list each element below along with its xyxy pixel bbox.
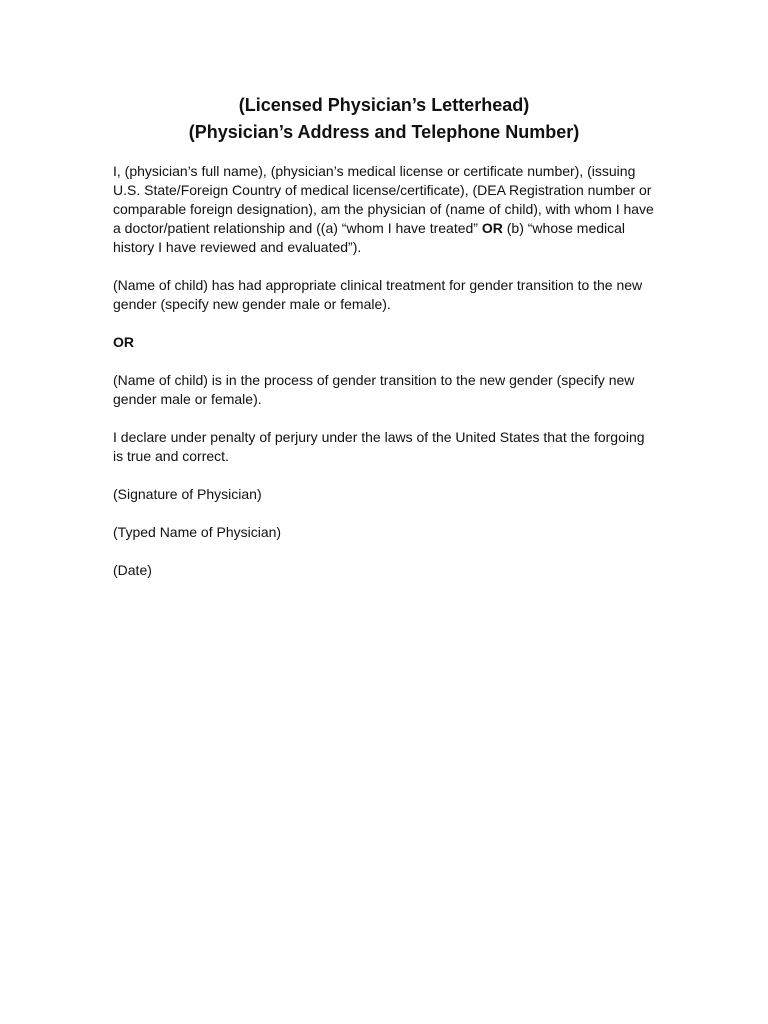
letterhead-header (0, 92, 768, 146)
inline-or: OR (481, 220, 503, 236)
declaration-paragraph (113, 162, 658, 257)
perjury-paragraph: I declare under penalty of perjury under the laws of the United States that the forgoing is true and correct. (113, 429, 645, 464)
or-separator: OR (113, 334, 134, 350)
transition-paragraph: (Name of child) is in the process of gender transition to the new gender (specify new gender male or female). (113, 372, 635, 407)
treatment-paragraph: (Name of child) has had appropriate clinical treatment for gender transition to the new gender (specify new gender male or female). (113, 277, 643, 312)
date-line: (Date) (113, 562, 152, 578)
declaration-text-end: (b) “whose medical history I have reviewed and evaluated”). (113, 220, 626, 255)
address-telephone-line: (Physician’s Address and Telephone Number) (188, 122, 580, 142)
letterhead-title: (Licensed Physician’s Letterhead) (238, 95, 530, 115)
declaration-text-start: I, (physician’s full name), (physician’s medical license or certificate number), (issuing U.S. State/Foreign Country of medical license/certificate), (DEA Registration number or comparable foreign designation), am the physician of (name of child), with whom I have a doctor/patient relationship and ((a) “whom I have treated” (113, 163, 654, 236)
typed-name-line: (Typed Name of Physician) (113, 524, 282, 540)
letter-body (113, 162, 658, 599)
signature-line: (Signature of Physician) (113, 486, 262, 502)
